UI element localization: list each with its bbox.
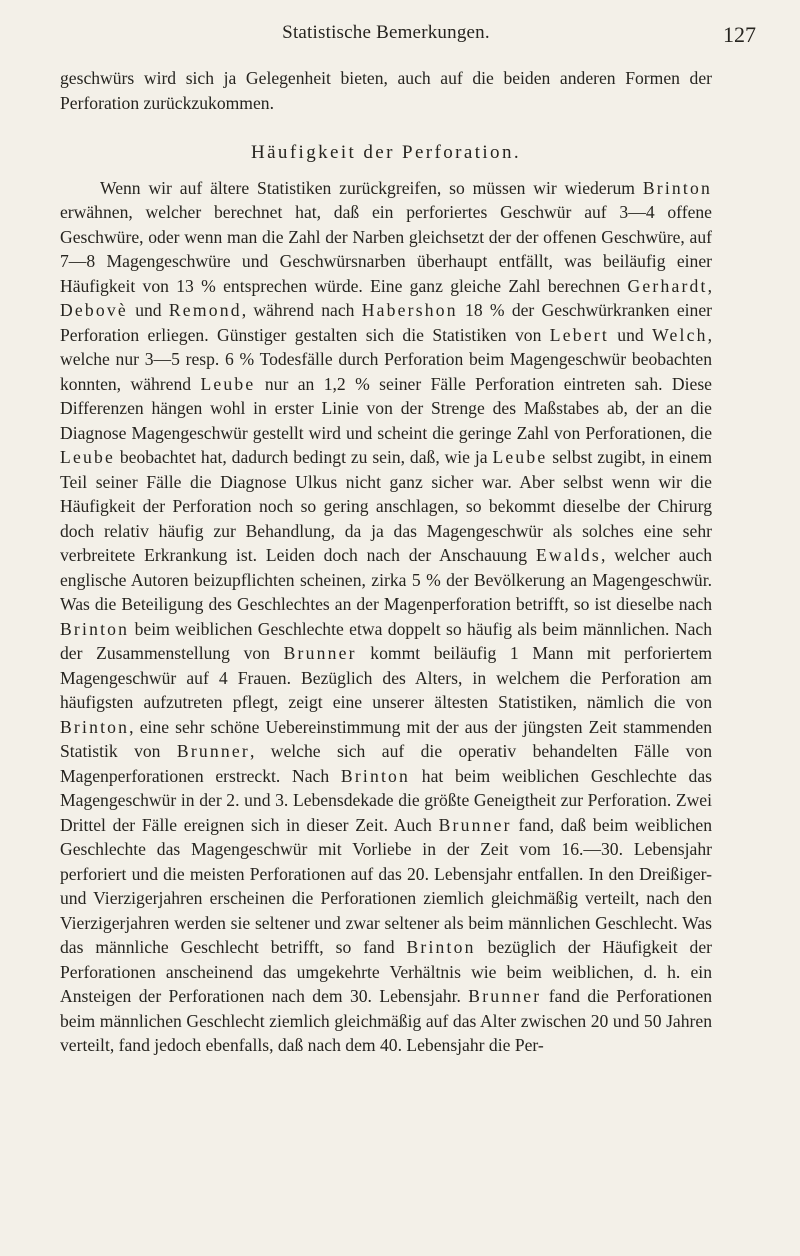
running-head — [60, 22, 756, 48]
text-run: erwähnen, welcher berechnet hat, daß ein perforiertes Geschwür auf 3—4 offene Geschwüre, oder wenn man die Zahl der Narben gleichsetzt der der offenen Geschwüre, auf 7—8 Magengeschwüre und Geschwürsnarben überhaupt entfällt, was beiläufig einer Häufigkeit von 13 % entsprechen würde. Eine ganz gleiche Zahl berechnen — [60, 202, 712, 296]
text-run: fand, daß beim weiblichen Geschlechte das Magengeschwür mit Vorliebe in der Zeit vom 16.—30. Lebensjahr perforiert und die meisten Perforationen auf das 20. Lebensjahr entfallen. In den Dreißiger- und Vierzigerjahren erscheinen die Perforationen ziemlich gleichmäßig verteilt, nach den Vierzigerjahren werden sie seltener und zwar seltener als beim männlichen Geschlecht. Was das männliche Geschlecht betrifft, so fand — [60, 814, 712, 957]
text-run: beobachtet hat, dadurch bedingt zu sein, daß, wie ja — [114, 447, 493, 467]
intro-paragraph: geschwürs wird sich ja Gelegenheit bieten, auch auf die beiden anderen Formen der Perforation zurückzukommen. — [60, 68, 712, 113]
author-name: Debovè — [60, 300, 128, 320]
text-run: beim weiblichen Geschlechte etwa doppelt so häufig als beim männlichen. Nach der Zusammenstellung von — [60, 618, 712, 663]
page-number: 127 — [723, 22, 756, 47]
author-name: Gerhardt — [627, 275, 708, 296]
author-name: Brunner — [438, 814, 512, 835]
text-run: , während nach — [241, 300, 362, 320]
author-name: Brunner — [283, 643, 357, 663]
author-name: Lebert — [549, 324, 609, 345]
section-heading: Häufigkeit der Perforation. — [250, 142, 522, 163]
author-name: Welch — [652, 324, 708, 345]
text-run: fand die Perforationen beim männlichen Geschlecht ziemlich gleichmäßig auf das Alter zwischen 20 und 50 Jahren verteilt, fand jedoch ebenfalls, daß nach dem 40. Lebensjahr die Per- — [60, 986, 712, 1055]
author-name: Brinton — [642, 177, 712, 198]
text-run: 18 % der Geschwürkranken einer Perforation erliegen. Günstiger gestalten sich die Statistiken von — [60, 300, 712, 345]
body-paragraph — [60, 176, 712, 1058]
author-name: Brunner — [468, 986, 542, 1006]
author-name: Habershon — [361, 300, 458, 320]
author-name: Ewalds — [535, 545, 601, 565]
text-run: , — [707, 275, 712, 296]
author-name: Brunner — [176, 741, 250, 761]
page-content — [60, 66, 712, 1058]
author-name: Brinton — [60, 716, 130, 737]
text-run: , welche nur 3—5 resp. 6 % Todesfälle durch Perforation beim Magengeschwür beobachten konnten, während — [60, 324, 712, 394]
author-name: Remond — [168, 300, 242, 320]
text-run: bezüglich der Häufigkeit der Perforationen anscheinend das umgekehrte Verhältnis wie beim weiblichen, d. h. ein Ansteigen der Perforationen nach dem 30. Lebensjahr. — [60, 937, 712, 1006]
text-run: hat beim weiblichen Geschlechte das Magengeschwür in der 2. und 3. Lebensdekade die größte Geneigtheit zur Perforation. Zwei Drittel der Fälle ereignen sich in dieser Zeit. Auch — [60, 765, 712, 835]
author-name: Leube — [492, 447, 548, 467]
running-title: Statistische Bemerkungen. — [282, 22, 490, 43]
text-run: , eine sehr schöne Uebereinstimmung mit der aus der jüngsten Zeit stammenden Statistik von — [60, 716, 712, 761]
text-run: , welche sich auf die operativ behandelten Fälle von Magenperforationen erstreckt. Nach — [60, 741, 712, 786]
author-name: Brinton — [340, 765, 411, 786]
author-name: Leube — [60, 447, 115, 467]
text-run: und — [127, 300, 169, 320]
text-run: , welcher auch englische Autoren beizupflichten scheinen, zirka 5 % der Bevölkerung an Magengeschwür. Was die Beteiligung des Geschlechtes an der Magenperforation betrifft, so ist dieselbe nach — [60, 545, 712, 614]
text-run: kommt beiläufig 1 Mann mit perforiertem Magengeschwür auf 4 Frauen. Bezüglich des Alters, in welchem die Perforation am häufigsten aufzutreten pflegt, zeigt eine unserer ältesten Statistiken, nämlich die von — [60, 643, 713, 712]
author-name: Brinton — [60, 618, 130, 639]
text-run: nur an 1,2 % seiner Fälle Perforation eintreten sah. Diese Differenzen hängen wohl in erster Linie von der Strenge des Maßstabes ab, der an die Diagnose Magengeschwür gestellt wird und scheint die geringe Zahl von Perforationen, die — [60, 373, 712, 443]
text-run: und — [608, 324, 653, 345]
text-run: selbst zugibt, in einem Teil seiner Fälle die Diagnose Ulkus nicht ganz sicher war. Aber selbst wenn wir die Häufigkeit der Perforation noch so gering anschlagen, so bekommt dieselbe der Chirurg doch relativ häufig zur Behandlung, da ja das Magengeschwür als solches eine sehr verbreitete Erkrankung ist. Leiden doch nach der Anschauung — [60, 447, 713, 565]
author-name: Brinton — [406, 937, 476, 957]
author-name: Leube — [200, 373, 256, 394]
text-run: Wenn wir auf ältere Statistiken zurückgreifen, so müssen wir wiederum — [100, 177, 643, 198]
